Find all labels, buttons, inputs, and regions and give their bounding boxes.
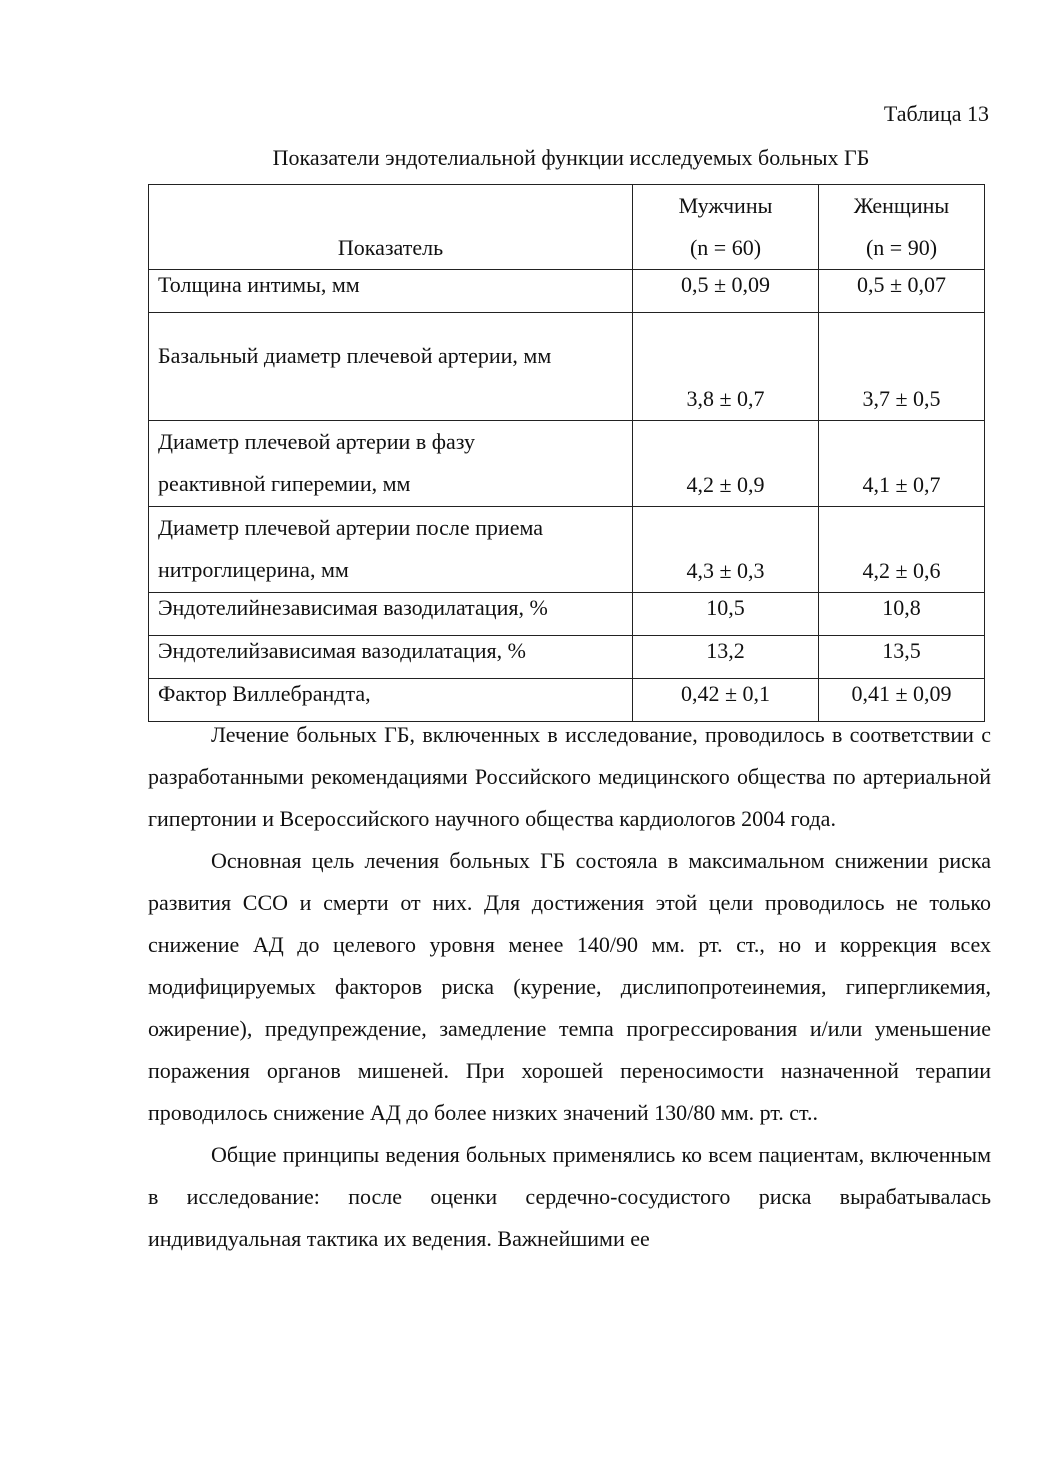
row-value-women: 10,8 (819, 593, 985, 636)
row-label: Фактор Виллебрандта, (149, 679, 633, 722)
header-women-count: (n = 90) (865, 235, 938, 260)
row-value-men: 4,2 ± 0,9 (633, 421, 819, 507)
table-title: Показатели эндотелиальной функции исследуемых больных ГБ (272, 145, 870, 170)
row-label: Базальный диаметр плечевой артерии, мм (149, 313, 633, 421)
row-value-men: 4,3 ± 0,3 (633, 507, 819, 593)
header-women-title: Женщины (853, 193, 950, 218)
row-value-men: 0,5 ± 0,09 (633, 270, 819, 313)
row-label: Эндотелийнезависимая вазодилатация, % (149, 593, 633, 636)
row-value-women: 3,7 ± 0,5 (819, 313, 985, 421)
table-row (149, 270, 985, 313)
table-row (149, 421, 985, 507)
row-value-women: 13,5 (819, 636, 985, 679)
table-row (149, 593, 985, 636)
row-label: Эндотелийзависимая вазодилатация, % (149, 636, 633, 679)
row-value-men: 10,5 (633, 593, 819, 636)
header-indicator: Показатель (149, 185, 633, 270)
row-label-line: нитроглицерина, мм (158, 557, 349, 582)
paragraph: Основная цель лечения больных ГБ состояла в максимальном снижении риска развития ССО и смерти от них. Для достижения этой цели проводилось не только снижение АД до целевого уровня менее 140/90 мм. рт. ст., но и коррекция всех модифицируемых факторов риска (курение, дислипопротеинемия, гипергликемия, ожирение), предупреждение, замедление темпа прогрессирования и/или уменьшение поражения органов мишеней. При хорошей переносимости назначенной терапии проводилось снижение АД до более низких значений 130/80 мм. рт. ст.. (148, 848, 991, 1125)
header-men-count: (n = 60) (689, 235, 762, 260)
row-label-line: Диаметр плечевой артерии после приема (158, 515, 543, 540)
header-men (633, 185, 819, 270)
row-value-women: 4,1 ± 0,7 (819, 421, 985, 507)
table-row (149, 636, 985, 679)
row-value-women: 0,5 ± 0,07 (819, 270, 985, 313)
table-header-row (149, 185, 985, 270)
table-number: Таблица 13 (883, 101, 989, 126)
paragraph: Общие принципы ведения больных применялись ко всем пациентам, включенным в исследование: после оценки сердечно-сосудистого риска вырабатывалась индивидуальная тактика их ведения. Важнейшими ее (148, 1142, 991, 1251)
row-label-line: Диаметр плечевой артерии в фазу (158, 429, 475, 454)
paragraph: Лечение больных ГБ, включенных в исследование, проводилось в соответствии с разработанными рекомендациями Российского медицинского общества по артериальной гипертонии и Всероссийского научного общества кардиологов 2004 года. (148, 722, 991, 831)
row-value-women: 4,2 ± 0,6 (819, 507, 985, 593)
row-value-men: 0,42 ± 0,1 (633, 679, 819, 722)
header-men-title: Мужчины (678, 193, 773, 218)
row-label (149, 421, 633, 507)
row-value-men: 3,8 ± 0,7 (633, 313, 819, 421)
row-label (149, 507, 633, 593)
body-text (148, 714, 991, 1260)
table-row (149, 507, 985, 593)
row-value-women: 0,41 ± 0,09 (819, 679, 985, 722)
row-label-line: реактивной гиперемии, мм (158, 471, 411, 496)
row-label: Толщина интимы, мм (149, 270, 633, 313)
endothelial-function-table (148, 184, 985, 722)
table-row (149, 313, 985, 421)
row-value-men: 13,2 (633, 636, 819, 679)
header-women (819, 185, 985, 270)
